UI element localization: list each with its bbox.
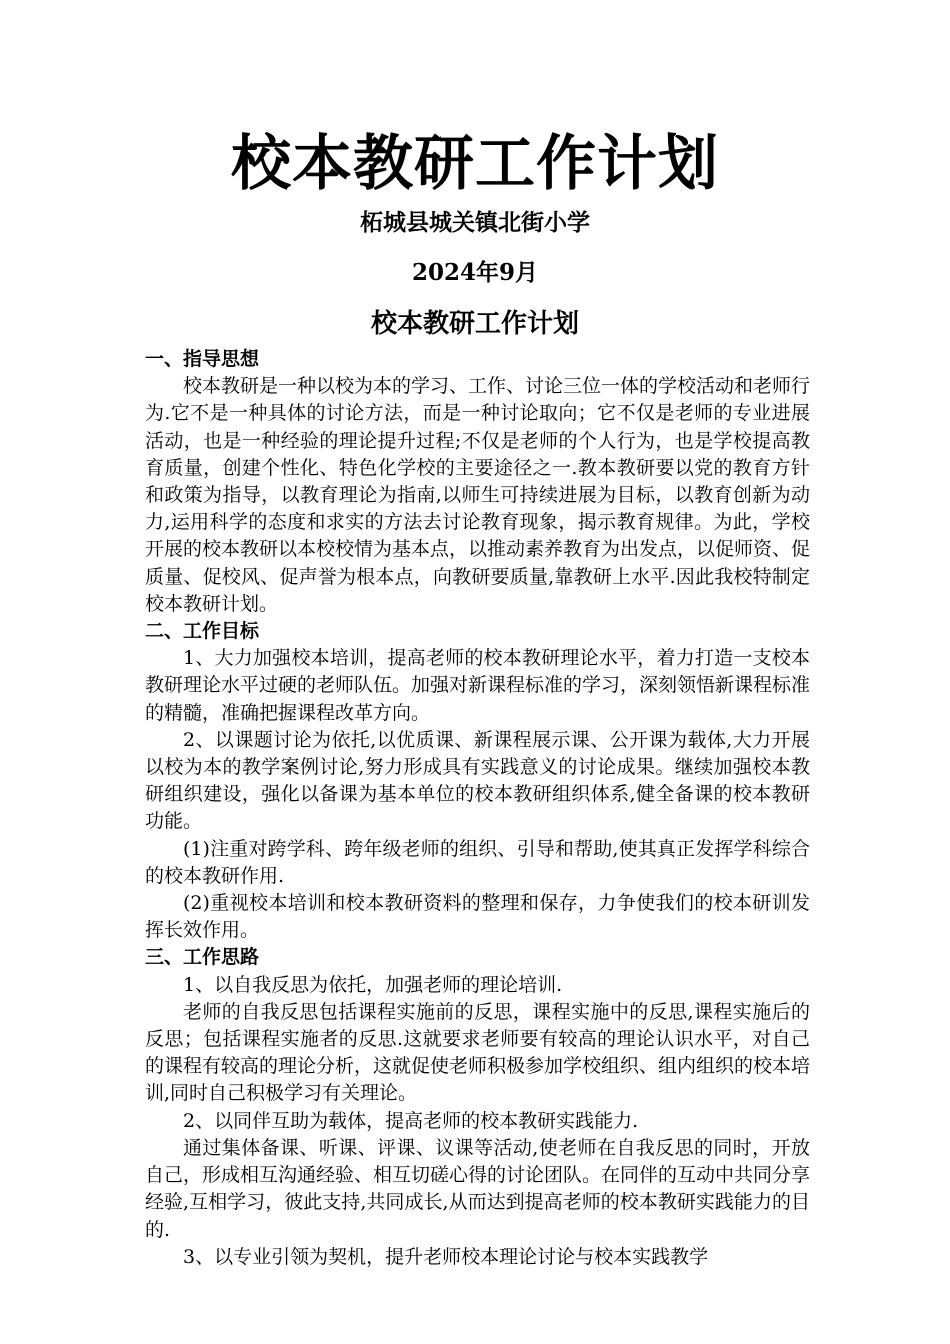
paragraph: 3、以专业引领为契机，提升老师校本理论讨论与校本实践教学 [183,1245,709,1268]
school-name: 柘城县城关镇北街小学 [360,209,590,236]
paragraph: 2、以课题讨论为依托,以优质课、新课程展示课、公开课为载体,大力开展以校为本的教学案例讨论,努力形成具有实践意义的讨论成果。继续加强校本教研组织建设，强化以备课为基本单位的校本教研组织体系,健全备课的校本教研功能。 [145,728,810,833]
section-heading-work-approach: 三、工作思路 [145,946,260,969]
main-title: 校本教研工作计划 [231,129,719,199]
section-heading-work-goals: 二、工作目标 [145,620,260,643]
paragraph: 校本教研是一种以校为本的学习、工作、讨论三位一体的学校活动和老师行为.它不是一种具体的讨论方法，而是一种讨论取向；它不仅是老师的专业进展活动，也是一种经验的理论提升过程;不仅是老师的个人行为，也是学校提高教育质量，创建个性化、特色化学校的主要途径之一.教本教研要以党的教育方针和政策为指导，以教育理论为指南,以师生可持续进展为目标，以教育创新为动力,运用科学的态度和求实的方法去讨论教育现象，揭示教育规律。为此，学校开展的校本教研以本校校情为基本点，以推动素养教育为出发点，以促师资、促质量、促校风、促声誉为根本点，向教研要质量,靠教研上水平.因此我校特制定校本教研计划。 [145,375,811,615]
paragraph: 2、以同伴互助为载体，提高老师的校本教研实践能力. [183,1109,639,1132]
paragraph: (2)重视校本培训和校本教研资料的整理和保存，力争使我们的校本研训发挥长效作用。 [145,892,810,942]
paragraph: 通过集体备课、听课、评课、议课等活动,使老师在自我反思的同时，开放自己，形成相互沟通经验、相互切磋心得的讨论团队。在同伴的互动中共同分享经验,互相学习，彼此支持,共同成长,从而达到提高老师的校本教研实践能力的目的. [145,1136,811,1241]
paragraph: 1、大力加强校本培训，提高老师的校本教研理论水平，着力打造一支校本教研理论水平过硬的老师队伍。加强对新课程标准的学习，深刻领悟新课程标准的精髓，准确把握课程改革方向。 [145,647,811,724]
section-heading-guiding-thought: 一、指导思想 [145,348,260,370]
document-title: 校本教研工作计划 [370,309,579,339]
document-body [145,346,810,1271]
paragraph: 老师的自我反思包括课程实施前的反思，课程实施中的反思,课程实施后的反思；包括课程实施者的反思.这就要求老师要有较高的理论认识水平，对自己的课程有较高的理论分析，这就促使老师积极参加学校组织、组内组织的校本培训,同时自己积极学习有关理论。 [145,1000,811,1105]
document-date: 2024年9月 [411,259,539,286]
paragraph: 1、以自我反思为依托，加强老师的理论培训. [183,973,563,996]
paragraph: (1)注重对跨学科、跨年级老师的组织、引导和帮助,使其真正发挥学科综合的校本教研作用. [145,837,810,887]
